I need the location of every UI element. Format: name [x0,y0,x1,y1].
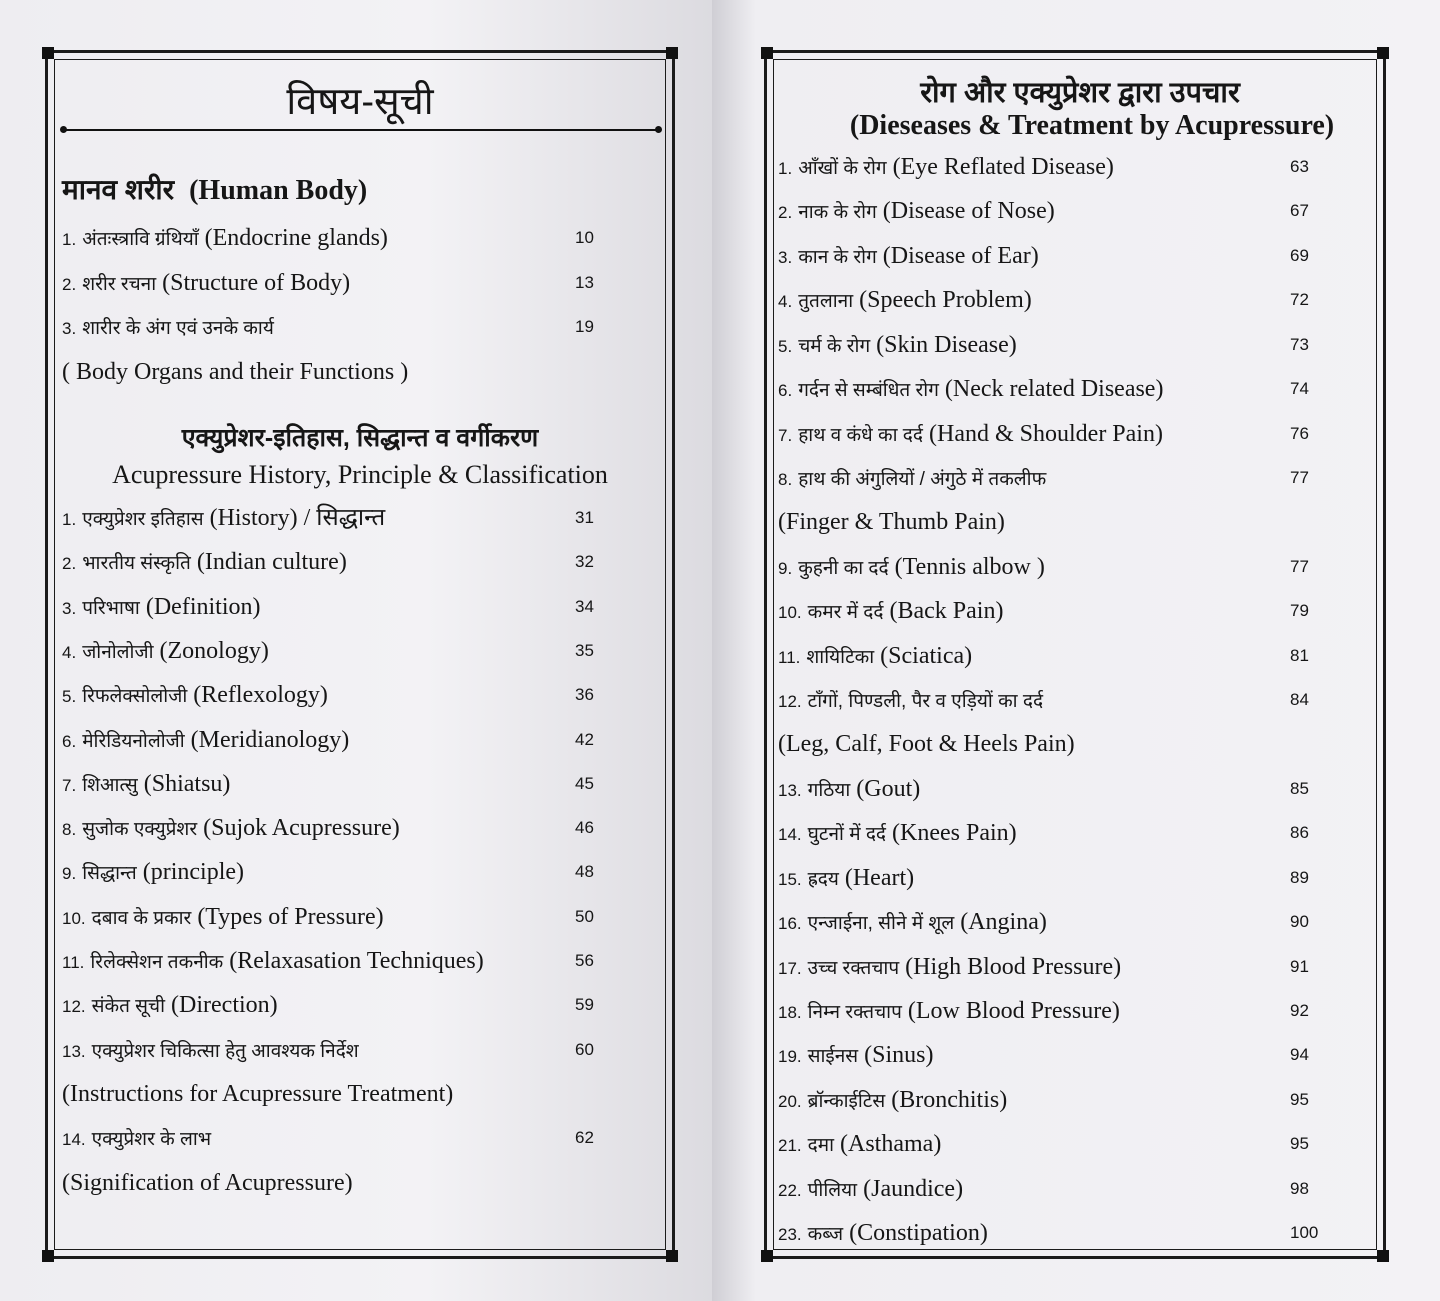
rule-dot [60,126,67,133]
entry-title-hindi: निम्न रक्तचाप [807,1001,902,1023]
page-number: 36 [575,685,594,705]
page-number: 56 [575,951,594,970]
entry-title-hindi: सुजोक एक्युप्रेशर [82,819,198,841]
entry-number: 21. [778,1136,802,1156]
entry-title-hindi: गर्दन से सम्बंधित रोग [798,380,939,402]
entry-number: 4. [778,292,793,312]
entry-title-hindi: शिआत्सु [82,774,138,796]
entry-title-english: (Bronchitis) [891,1086,1008,1113]
entry-number: 6. [778,381,793,401]
entry-number: 13. [778,780,802,800]
toc-entry [778,456,1052,500]
toc-entry [778,145,1114,189]
entry-title-hindi: सिद्धान्त [82,863,137,885]
entry-title-hindi: उच्च रक्तचाप [807,957,900,979]
section-subheading-acupressure: Acupressure History, Principle & Classification [112,460,608,489]
entry-title-hindi: आँखों के रोग [798,158,887,179]
entry-title-hindi: तुतलाना [798,291,854,313]
entry-title-english: (Speech Problem) [859,287,1032,314]
page-number: 81 [1290,645,1309,665]
page-number: 48 [575,862,594,882]
entry-title-english: (Shiatsu) [143,770,231,797]
entry-title-hindi: अंतःस्त्रावि ग्रंथियाँ [82,229,199,250]
page-number: 50 [575,906,594,926]
entry-title-hindi: एक्युप्रेशर चिकित्सा हेतु आवश्यक निर्देश [91,1040,359,1062]
entry-number: 22. [778,1180,802,1200]
entry-title-english: (Direction) [171,992,278,1019]
rule-dot [655,126,662,133]
toc-entry [778,989,1120,1033]
entry-title-hindi: ह्रदय [807,868,839,890]
entry-title-hindi: दबाव के प्रकार [91,907,192,929]
page-title-hindi: रोग और एक्युप्रेशर द्वारा उपचार [920,77,1240,109]
entry-number: 2. [62,554,77,574]
entry-title-english: (Structure of Body) [162,269,351,296]
toc-entry [62,496,385,540]
entry-number: 9. [62,864,77,884]
page-number: 35 [575,640,594,660]
entry-number: 8. [62,820,77,840]
page-number: 95 [1290,1134,1309,1154]
entry-title-english: (Tennis albow ) [894,553,1045,580]
corner-ornament [761,1250,773,1262]
entry-title-hindi: रिफलेक्सोलोजी [82,686,188,708]
entry-title-hindi: हाथ की अंगुलियों / अंगुठे में तकलीफ [798,468,1047,490]
page-number: 67 [1290,201,1309,221]
entry-number: 11. [62,953,85,972]
heading-english: (Human Body) [189,175,368,206]
heading-hindi: मानव शरीर [62,174,175,205]
entry-number: 7. [778,425,793,445]
entry-title-hindi: साईनस [807,1046,859,1068]
page-number: 45 [575,773,594,793]
entry-title-hindi: ब्रॉन्काईटिस [807,1090,886,1112]
page-number: 60 [575,1039,594,1059]
page-number: 46 [575,818,594,838]
page-number: 77 [1290,467,1309,487]
entry-title-english: (Zonology) [159,637,269,664]
toc-entry [778,900,1047,944]
toc-entry [62,585,261,629]
entry-title-english: (Indian culture) [196,549,347,576]
entry-title-continuation: (Instructions for Acupressure Treatment) [62,1080,454,1107]
entry-title-hindi: दमा [807,1135,835,1157]
entry-title-hindi: एन्जाईना, सीने में शूल [807,913,955,935]
entry-title-hindi: कब्ज [807,1224,844,1246]
page-number: 34 [575,596,594,616]
toc-entry [778,412,1163,456]
entry-title-hindi: एक्युप्रेशर के लाभ [91,1129,212,1151]
page-number: 10 [575,228,594,247]
page-number: 13 [575,272,594,292]
entry-number: 5. [778,336,793,356]
page-number: 86 [1290,823,1309,843]
corner-ornament [666,1250,678,1262]
entry-number: 7. [62,775,77,795]
toc-entry [62,629,269,673]
entry-number: 3. [778,247,793,267]
toc-entry [62,261,350,305]
toc-entry [62,850,244,894]
entry-title-hindi: भारतीय संस्कृति [82,553,191,575]
entry-number: 1. [62,230,77,249]
toc-entry [778,323,1017,367]
toc-entry [778,1167,963,1211]
section-heading-acupressure: एक्युप्रेशर-इतिहास, सिद्धान्त व वर्गीकरण [181,424,539,452]
entry-number: 14. [62,1130,86,1150]
entry-number: 12. [778,692,802,712]
page-number: 89 [1290,867,1309,887]
title-rule [63,129,658,131]
entry-title-english: (Neck related Disease) [944,376,1164,403]
entry-number: 1. [778,159,793,178]
section-heading-human-body [62,170,367,208]
toc-entry [778,1078,1007,1122]
page-number: 77 [1290,556,1309,576]
page-number: 59 [575,995,594,1015]
toc-entry [62,895,384,939]
page-number: 32 [575,552,594,572]
entry-number: 1. [62,510,77,529]
entry-title-hindi: जोनोलोजी [82,641,154,663]
entry-title-english: (History) / सिद्धान्त [209,505,386,531]
toc-entry [778,767,920,811]
page-title-english: (Dieseases & Treatment by Acupressure) [849,110,1335,141]
page-number: 91 [1290,956,1309,976]
toc-entry [778,367,1163,411]
entry-number: 19. [778,1047,802,1067]
entry-title-hindi: शायिटिका [806,646,875,668]
page-number: 95 [1290,1089,1309,1109]
entry-number: 14. [778,825,802,845]
entry-number: 11. [778,647,801,667]
entry-title-english: (Asthama) [840,1131,942,1158]
page-number: 74 [1290,379,1309,399]
entry-title-hindi: नाक के रोग [798,202,877,224]
toc-entry [778,189,1055,233]
entry-title-hindi: हाथ व कंधे का दर्द [798,424,923,446]
entry-number: 10. [778,603,802,623]
entry-title-english: (Reflexology) [193,682,328,709]
page-number: 62 [575,1128,594,1148]
entry-number: 2. [62,274,77,294]
toc-entry [778,856,914,900]
entry-number: 17. [778,958,802,978]
entry-title-english: (Angina) [960,909,1047,936]
entry-title-hindi: रिलेक्सेशन तकनीक [90,952,224,973]
entry-number: 5. [62,687,77,707]
page-number: 73 [1290,334,1309,354]
entry-title-continuation: (Leg, Calf, Foot & Heels Pain) [778,731,1075,758]
toc-entry [778,589,1003,633]
entry-title-continuation: ( Body Organs and their Functions ) [62,358,409,385]
entry-title-continuation: (Signification of Acupressure) [62,1169,353,1196]
entry-title-continuation: (Finger & Thumb Pain) [778,509,1005,536]
entry-number: 6. [62,731,77,751]
entry-title-english: (Hand & Shoulder Pain) [929,420,1163,447]
entry-title-hindi: गठिया [807,779,851,801]
page-number: 79 [1290,601,1309,621]
entry-number: 8. [778,469,793,489]
page-number: 84 [1290,690,1309,710]
entry-title-hindi: एक्युप्रेशर इतिहास [82,509,204,530]
entry-title-english: (Sinus) [864,1042,934,1069]
entry-number: 10. [62,908,86,928]
entry-title-english: (Eye Reflated Disease) [892,154,1114,180]
toc-entry [62,305,280,349]
entry-title-english: (Types of Pressure) [197,903,384,930]
toc-entry [778,634,972,678]
corner-ornament [42,47,54,59]
entry-title-hindi: टाँगों, पिण्डली, पैर व एड़ियों का दर्द [807,691,1044,713]
entry-title-hindi: परिभाषा [82,597,140,619]
toc-entry [62,673,328,717]
page-number: 31 [575,508,594,527]
toc-entry [778,1211,988,1255]
entry-number: 13. [62,1041,86,1061]
entry-title-hindi: चर्म के रोग [798,335,871,357]
entry-number: 3. [62,319,77,338]
entry-title-english: (Disease of Nose) [882,198,1055,225]
entry-title-english: (principle) [142,859,245,886]
corner-ornament [1377,47,1389,59]
entry-title-english: (Sujok Acupressure) [203,815,400,842]
toc-entry [62,806,400,850]
toc-entry [778,811,1017,855]
toc-entry [62,762,230,806]
entry-title-hindi: शारीर के अंग एवं उनके कार्य [82,318,274,339]
toc-entry [62,939,484,983]
entry-number: 23. [778,1225,802,1245]
entry-title-english: (Knees Pain) [892,820,1017,847]
toc-entry [62,718,349,762]
entry-title-english: (Jaundice) [863,1175,964,1202]
page-number: 76 [1290,423,1309,443]
corner-ornament [1377,1250,1389,1262]
toc-entry [62,1028,365,1072]
entry-number: 12. [62,997,86,1017]
entry-title-english: (Skin Disease) [876,331,1017,358]
page-number: 63 [1290,157,1309,176]
entry-title-hindi: मेरिडियनोलोजी [82,730,185,752]
corner-ornament [761,47,773,59]
entry-number: 15. [778,869,802,889]
entry-title-english: (Relaxasation Techniques) [229,948,484,974]
page-number: 19 [575,317,594,336]
toc-entry [778,945,1121,989]
entry-title-english: (Sciatica) [880,642,973,669]
entry-number: 2. [778,203,793,223]
toc-entry [62,1116,217,1160]
page-number: 69 [1290,245,1309,265]
toc-entry [778,678,1049,722]
entry-title-english: (Constipation) [849,1220,988,1247]
corner-ornament [42,1250,54,1262]
page-number: 94 [1290,1045,1309,1065]
toc-entry [62,216,388,260]
entry-number: 16. [778,914,802,934]
entry-title-english: (Endocrine glands) [204,225,388,251]
corner-ornament [666,47,678,59]
entry-title-english: (High Blood Pressure) [905,953,1122,980]
entry-title-hindi: कुहनी का दर्द [798,557,889,579]
entry-title-english: (Definition) [145,593,261,620]
entry-title-english: (Gout) [856,775,921,802]
entry-title-english: (Heart) [844,864,915,891]
entry-number: 3. [62,598,77,618]
entry-title-hindi: शरीर रचना [82,273,157,295]
page-number: 42 [575,729,594,749]
entry-title-hindi: कान के रोग [798,246,877,268]
toc-entry [778,545,1045,589]
entry-number: 20. [778,1091,802,1111]
entry-title-hindi: पीलिया [807,1179,858,1201]
page-number: 90 [1290,912,1309,932]
entry-title-hindi: घुटनों में दर्द [807,824,887,846]
toc-entry [778,234,1039,278]
page-number: 92 [1290,1000,1309,1020]
toc-entry [778,278,1032,322]
page-number: 72 [1290,290,1309,310]
entry-title-english: (Back Pain) [889,598,1004,625]
entry-title-english: (Disease of Ear) [882,242,1039,269]
page-number: 100 [1290,1223,1319,1243]
entry-number: 18. [778,1002,802,1022]
entry-title-hindi: संकेत सूची [91,996,166,1018]
page-title: विषय-सूची [286,81,434,123]
left-page [0,0,712,1301]
entry-title-english: (Low Blood Pressure) [907,997,1120,1024]
right-page [712,0,1440,1301]
toc-entry [778,1122,941,1166]
toc-entry [62,540,347,584]
page-number: 98 [1290,1178,1309,1198]
entry-number: 4. [62,642,77,662]
toc-entry [62,983,278,1027]
entry-number: 9. [778,558,793,578]
entry-title-hindi: कमर में दर्द [807,602,884,624]
page-number: 85 [1290,778,1309,798]
entry-title-english: (Meridianology) [190,726,350,753]
toc-entry [778,1033,933,1077]
